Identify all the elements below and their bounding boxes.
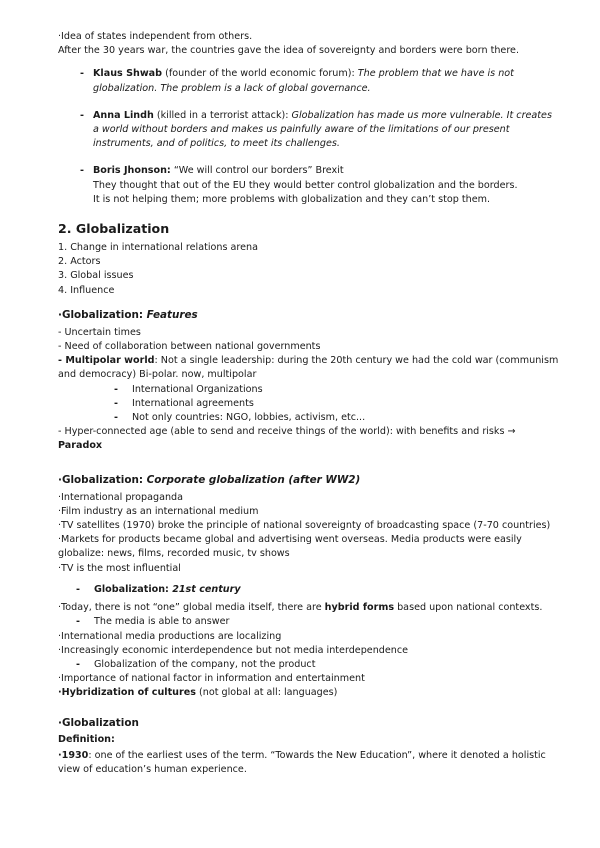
quote-klaus-shwab	[58, 67, 558, 95]
century-sub-item: - Globalization of the company, not the product	[58, 658, 558, 672]
quote-text: Globalization has made us more vulnerable. It creates	[291, 109, 552, 121]
century-line: ·International media productions are localizing	[58, 630, 282, 642]
century-line: ·Hybridization of cultures (not global at all: languages)	[58, 687, 338, 699]
intro-line-1: ·Idea of states independent from others.	[58, 31, 253, 42]
corporate-line: ·Markets for products became global and advertising went overseas. Media products were easily	[58, 534, 522, 546]
corporate-line: ·TV is the most influential	[58, 562, 181, 574]
quote-text: The problem that we have is not	[357, 68, 514, 80]
features-sub-item: - International Organizations	[58, 383, 558, 397]
century-line: ·Importance of national factor in information and entertainment	[58, 673, 365, 685]
quote-text: instruments, and of politics, to meet its challenges.	[93, 138, 340, 150]
quote-name: Boris Jhonson:	[93, 165, 171, 177]
corporate-line: ·TV satellites (1970) broke the principle of national sovereignty of broadcasting space (7-70 countries)	[58, 520, 551, 532]
century-sub-item: - The media is able to answer	[58, 615, 558, 629]
dash-bullet: -	[80, 165, 84, 177]
dash-bullet: -	[76, 583, 80, 595]
definition-line: ·1930: one of the earliest uses of the term. “Towards the New Education”, where it denoted a holistic	[58, 749, 546, 761]
dash-bullet: -	[76, 616, 80, 628]
features-line: - Multipolar world: Not a single leadership: during the 20th century we had the cold war (communism	[58, 355, 559, 367]
features-heading: ·Globalization: Features	[58, 308, 198, 321]
century-line: ·Increasingly economic interdependence but not media interdependence	[58, 644, 409, 656]
quote-text: They thought that out of the EU they would better control globalization and the borders.	[93, 179, 518, 191]
document-page	[58, 30, 558, 777]
definition-heading: ·Globalization	[58, 716, 139, 729]
features-line: Paradox	[58, 440, 103, 452]
list-item: 1. Change in international relations arena	[58, 242, 258, 254]
features-line: and democracy) Bi-polar. now, multipolar	[58, 369, 257, 381]
quote-name: Anna Lindh	[93, 109, 154, 121]
quote-role: “We will control our borders” Brexit	[170, 165, 344, 177]
features-line: - Need of collaboration between national governments	[58, 341, 321, 353]
list-item: 4. Influence	[58, 284, 115, 296]
corporate-line: ·Film industry as an international medium	[58, 505, 259, 517]
features-sub-item: - International agreements	[58, 397, 558, 411]
quote-boris-jhonson	[58, 164, 558, 207]
corporate-line: ·International propaganda	[58, 491, 184, 503]
definition-line: view of education’s human experience.	[58, 763, 247, 775]
century-line: ·Today, there is not “one” global media itself, there are hybrid forms based upon national contexts.	[58, 602, 543, 614]
corporate-heading: ·Globalization: Corporate globalization (after WW2)	[58, 473, 361, 486]
century-heading: - Globalization: 21st century	[58, 583, 558, 597]
quote-anna-lindh	[58, 109, 558, 152]
dash-bullet: -	[76, 658, 80, 670]
quote-name: Klaus Shwab	[93, 68, 163, 80]
dash-bullet: -	[80, 68, 84, 80]
features-line: - Uncertain times	[58, 326, 141, 338]
quote-text: globalization. The problem is a lack of global governance.	[93, 82, 371, 94]
section-heading: 2. Globalization	[58, 221, 170, 237]
quote-text: a world without borders and makes us painfully aware of the limitations of our present	[93, 124, 510, 136]
quote-role: (founder of the world economic forum):	[162, 68, 358, 80]
dash-bullet: -	[114, 412, 118, 424]
definition-label: Definition:	[58, 733, 115, 745]
quote-role: (killed in a terrorist attack):	[153, 109, 292, 121]
list-item: 2. Actors	[58, 256, 101, 268]
dash-bullet: -	[114, 397, 118, 409]
corporate-line: globalize: news, films, recorded music, tv shows	[58, 548, 290, 560]
features-line: - Hyper-connected age (able to send and receive things of the world): with benefits and risks →	[58, 426, 516, 438]
features-sub-item: - Not only countries: NGO, lobbies, activism, etc...	[58, 411, 558, 425]
dash-bullet: -	[114, 383, 118, 395]
intro-line-2: After the 30 years war, the countries gave the idea of sovereignty and borders were born there.	[58, 45, 520, 57]
quote-text: It is not helping them; more problems with globalization and they can’t stop them.	[93, 193, 490, 205]
list-item: 3. Global issues	[58, 270, 134, 282]
dash-bullet: -	[80, 109, 84, 121]
